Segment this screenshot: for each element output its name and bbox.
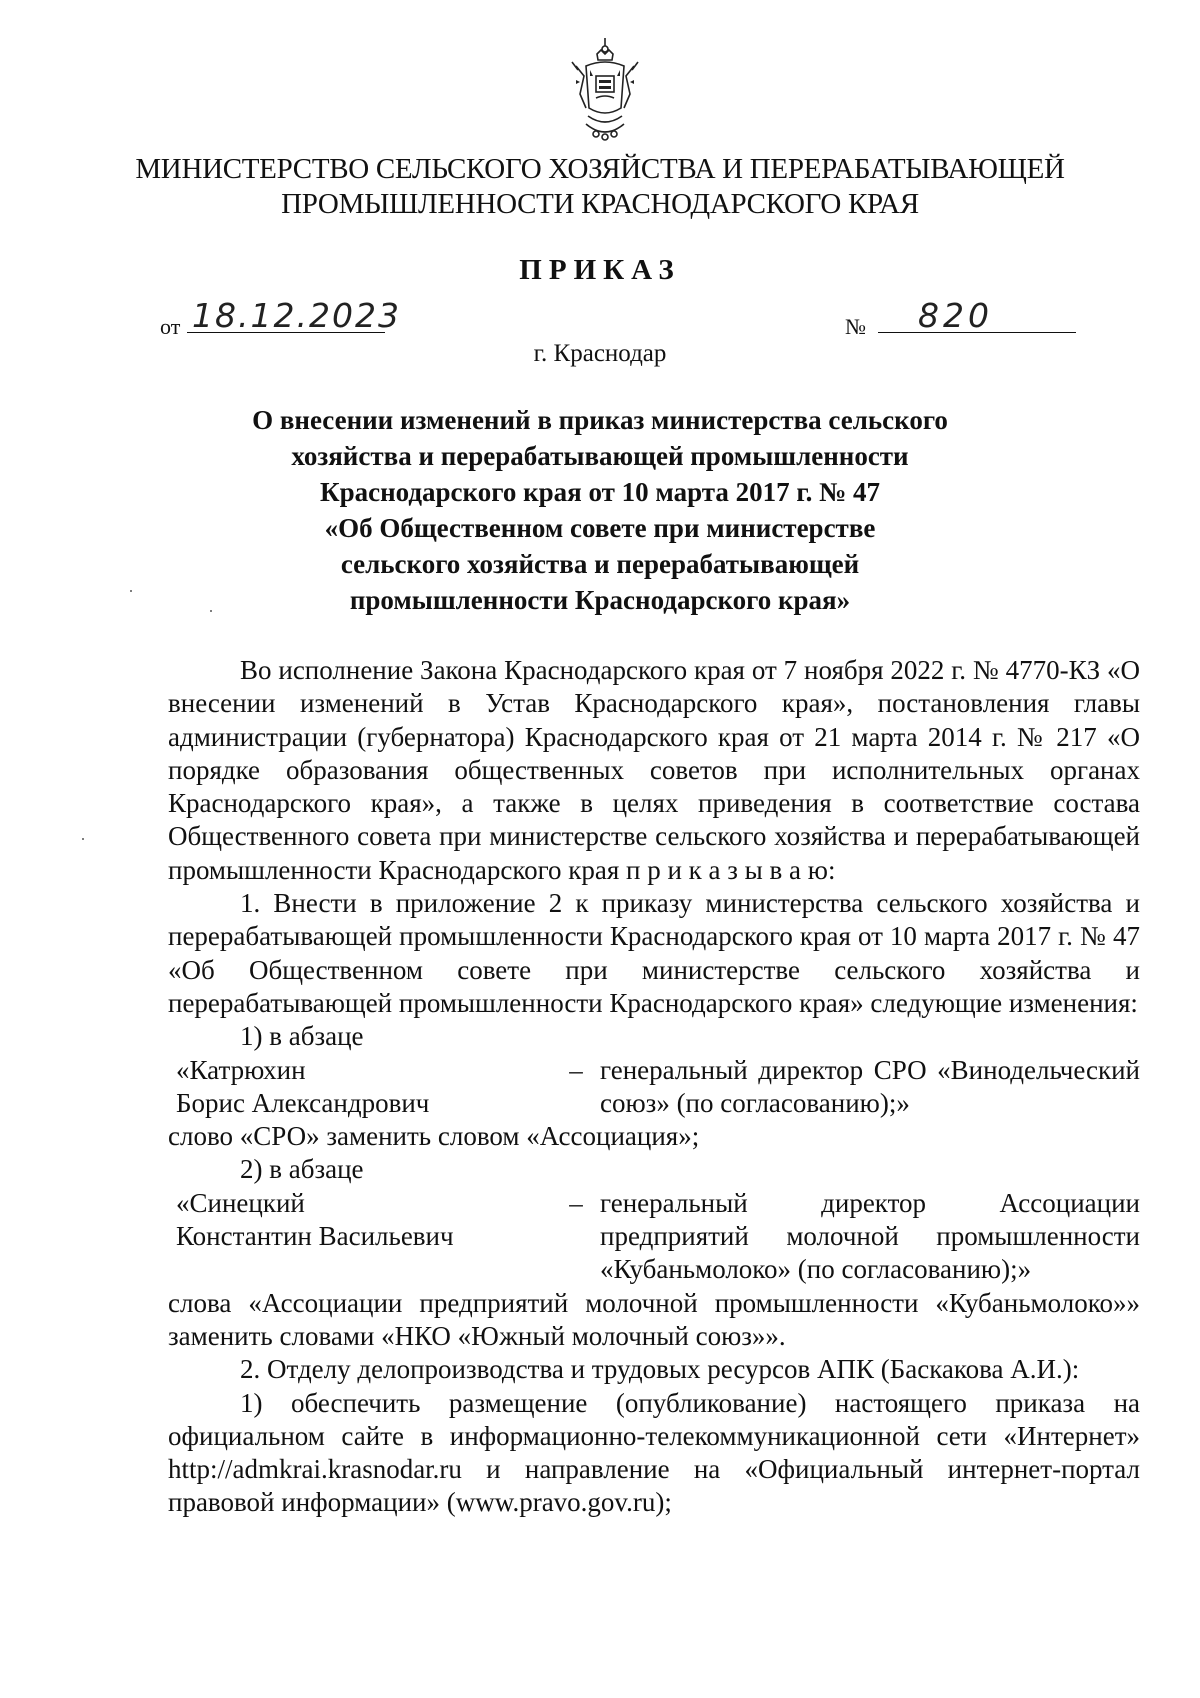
- title-line: «Об Общественном совете при министерстве: [324, 513, 876, 543]
- title-line: сельского хозяйства и перерабатывающей: [340, 549, 860, 579]
- number-value: 820: [918, 296, 993, 335]
- person-name-line: «Синецкий: [176, 1187, 305, 1218]
- item-1-1-label: 1) в абзаце: [240, 1021, 364, 1052]
- item-1-1-position: генеральный директор СРО «Винодельческий союз» (по согласованию);»: [600, 1054, 1140, 1118]
- item-2-1-paragraph: 1) обеспечить размещение (опубликование) настоящего приказа на официальном сайте в информационно-телекоммуникационной сети «Интернет» http://admkrai.krasnodar.ru и направление на «Официальный интернет-портал правовой информации» (www.pravo.gov.ru);: [168, 1387, 1140, 1518]
- preamble-text: Во исполнение Закона Краснодарского края от 7 ноября 2022 г. № 4770-КЗ «О внесении изменений в Устав Краснодарского края», постановления главы администрации (губернатора) Краснодарского края от 21 марта 2014 г. № 217 «О порядке образования общественных советов при исполнительных органах Краснодарского края», а также в целях приведения в соответствие состава Общественного совета при министерстве сельского хозяйства и перерабатывающей промышленности Краснодарского края: [168, 655, 1140, 885]
- date-label: от: [160, 314, 181, 339]
- item-1-2-person: [168, 1187, 552, 1287]
- item-1-2-position: генеральный директор Ассоциации предприятий молочной промышленности «Кубаньмолоко» (по согласованию);»: [600, 1187, 1140, 1285]
- title-line: хозяйства и перерабатывающей промышленности: [291, 441, 909, 471]
- date-value: 18.12.2023: [192, 296, 401, 335]
- item-1-1-change: слово «СРО» заменить словом «Ассоциация»;: [168, 1121, 700, 1152]
- ministry-name-line-2: ПРОМЫШЛЕННОСТИ КРАСНОДАРСКОГО КРАЯ: [281, 188, 919, 220]
- scan-speck: [130, 590, 132, 592]
- person-name-line: «Катрюхин: [176, 1054, 306, 1085]
- item-1-1-entry: [168, 1054, 1140, 1121]
- title-line: промышленности Краснодарского края»: [349, 585, 851, 615]
- item-1-paragraph: 1. Внести в приложение 2 к приказу министерства сельского хозяйства и перерабатывающей промышленности Краснодарского края от 10 марта 2017 г. № 47 «Об Общественном совете при министерстве сельского хозяйства и перерабатывающей промышленности Краснодарского края» следующие изменения:: [168, 888, 1140, 1018]
- ministry-name-line-1: МИНИСТЕРСТВО СЕЛЬСКОГО ХОЗЯЙСТВА И ПЕРЕРАБАТЫВАЮЩЕЙ: [135, 153, 1065, 185]
- dash-separator: –: [569, 1187, 583, 1218]
- preamble-command: п р и к а з ы в а ю:: [626, 854, 836, 885]
- title-line: О внесении изменений в приказ министерства сельского: [252, 405, 948, 435]
- document-type-heading: ПРИКАЗ: [519, 254, 681, 286]
- person-name-line: Константин Васильевич: [176, 1221, 454, 1252]
- document-title: [160, 402, 1040, 618]
- ministry-name: [100, 152, 1100, 222]
- preamble-paragraph: [168, 654, 1140, 887]
- person-name-line: Борис Александрович: [176, 1087, 430, 1118]
- document-body: [168, 654, 1140, 1520]
- city-line: г. Краснодар: [533, 340, 667, 367]
- item-1-1-person: [168, 1054, 552, 1121]
- number-label: №: [845, 314, 866, 339]
- scan-speck: [82, 838, 84, 840]
- title-line: Краснодарского края от 10 марта 2017 г. № 47: [320, 477, 880, 507]
- krasnodar-coat-of-arms-icon: [566, 36, 644, 148]
- item-2-paragraph: 2. Отделу делопроизводства и трудовых ресурсов АПК (Баскакова А.И.):: [240, 1354, 1080, 1385]
- number-underline: [878, 332, 1076, 333]
- item-1-2-entry: [168, 1187, 1140, 1287]
- item-1-2-change: слова «Ассоциации предприятий молочной промышленности «Кубаньмолоко»» заменить словами «НКО «Южный молочный союз»».: [168, 1287, 1140, 1351]
- dash-separator: –: [569, 1054, 583, 1085]
- scan-speck: [210, 610, 212, 612]
- date-underline: [187, 332, 385, 333]
- item-1-2-label: 2) в абзаце: [240, 1154, 364, 1185]
